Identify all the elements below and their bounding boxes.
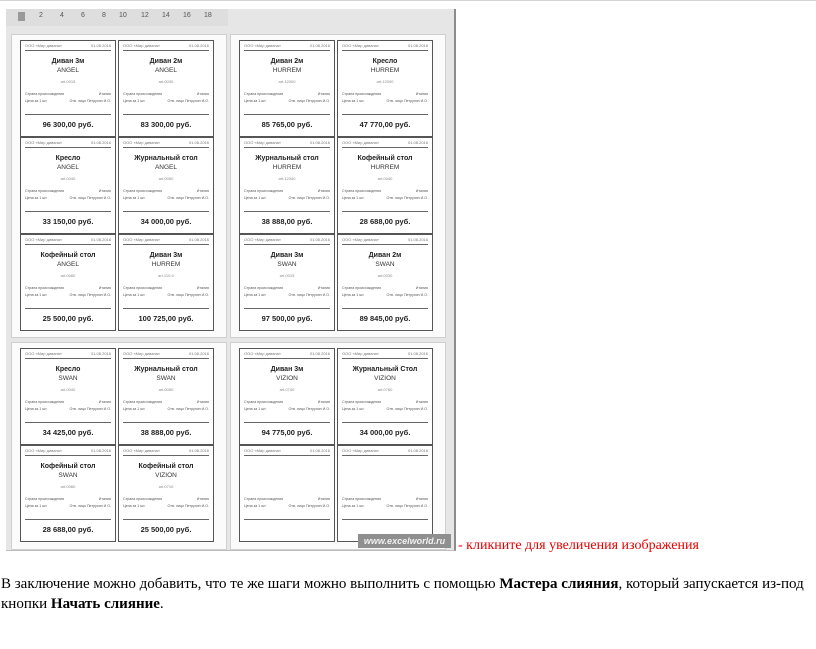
label-top-rule [244, 50, 330, 51]
label-price-rule [342, 211, 428, 212]
label-collection: ANGEL [56, 164, 80, 171]
label-date: 01.08.2016 [407, 237, 428, 242]
label-date: 01.08.2016 [309, 237, 330, 242]
label-date: 01.08.2016 [90, 140, 111, 145]
label-origin: Страна происхождения [342, 92, 382, 96]
label-price: 28 688,00 руб. [359, 217, 411, 226]
label-origin-value: Италия [415, 400, 428, 404]
label-collection: HURREM [370, 67, 400, 74]
label-seller: Отв. лицо Петрухин И.О. [69, 99, 111, 103]
enlarge-image-link[interactable]: - кликните для увеличения изображения [458, 538, 699, 553]
ruler-tick: 2 [39, 12, 43, 19]
label-product-name: Кофейный стол [40, 463, 96, 470]
label-page [11, 342, 227, 550]
label-top-rule [244, 147, 330, 148]
label-origin: Страна происхождения [342, 286, 382, 290]
label-store-name: ООО «Мир дивана» [342, 140, 380, 145]
label-article: art.0040 [377, 176, 393, 181]
price-label [20, 137, 116, 234]
label-top-rule [123, 50, 209, 51]
label-product-name: Диван 2м [368, 252, 402, 259]
label-top-rule [123, 147, 209, 148]
label-collection: SWAN [58, 472, 78, 479]
label-date: 01.08.2016 [90, 448, 111, 453]
label-top-rule [342, 244, 428, 245]
price-label [118, 348, 214, 445]
label-price: 25 500,00 руб. [42, 314, 94, 323]
label-seller: Отв. лицо Петрухин И.О. [69, 196, 111, 200]
label-store-name: ООО «Мир дивана» [244, 140, 282, 145]
label-top-rule [342, 455, 428, 456]
label-collection: VIZION [276, 375, 298, 382]
label-collection: ANGEL [56, 261, 80, 268]
label-page [230, 342, 446, 550]
label-unit: Цена за 1 шт. [123, 293, 146, 297]
label-top-rule [25, 244, 111, 245]
label-date: 01.08.2016 [407, 351, 428, 356]
label-price: 34 000,00 руб. [140, 217, 192, 226]
label-price-rule [25, 114, 111, 115]
price-label [20, 40, 116, 137]
label-price: 33 150,00 руб. [42, 217, 94, 226]
label-origin-value: Италия [196, 92, 209, 96]
label-origin-value: Италия [98, 497, 111, 501]
price-label [20, 348, 116, 445]
label-store-name: ООО «Мир дивана» [123, 43, 161, 48]
label-seller: Отв. лицо Петрухин И.О. [288, 293, 330, 297]
label-seller: Отв. лицо Петрухин И.О. [386, 99, 428, 103]
label-price-rule [123, 211, 209, 212]
label-unit: Цена за 1 шт. [244, 99, 267, 103]
label-product-name: Журнальный стол [134, 366, 198, 373]
label-origin-value: Италия [415, 286, 428, 290]
label-origin: Страна происхождения [342, 400, 382, 404]
label-product-name: Диван 2м [270, 58, 304, 65]
label-store-name: ООО «Мир дивана» [244, 237, 282, 242]
label-collection: ANGEL [154, 67, 178, 74]
label-product-name: Диван 3м [149, 252, 183, 259]
label-date: 01.08.2016 [309, 351, 330, 356]
label-price: 25 500,00 руб. [140, 525, 192, 534]
label-unit: Цена за 1 шт. [25, 99, 48, 103]
label-unit: Цена за 1 шт. [123, 196, 146, 200]
label-origin: Страна происхождения [244, 92, 284, 96]
label-product-name: Кресло [55, 366, 81, 373]
label-seller: Отв. лицо Петрухин И.О. [288, 504, 330, 508]
label-origin-value: Италия [98, 286, 111, 290]
price-label [239, 137, 335, 234]
label-unit: Цена за 1 шт. [244, 504, 267, 508]
label-origin-value: Италия [196, 400, 209, 404]
label-collection: SWAN [58, 375, 78, 382]
label-price-rule [244, 422, 330, 423]
label-article: art.0050 [158, 176, 174, 181]
label-store-name: ООО «Мир дивана» [342, 351, 380, 356]
label-store-name: ООО «Мир дивана» [244, 448, 282, 453]
label-price: 85 765,00 руб. [261, 120, 313, 129]
label-seller: Отв. лицо Петрухин И.О. [167, 407, 209, 411]
label-origin: Страна происхождения [25, 400, 65, 404]
label-origin: Страна происхождения [25, 286, 65, 290]
label-price-rule [244, 211, 330, 212]
label-seller: Отв. лицо Петрухин И.О. [288, 196, 330, 200]
label-store-name: ООО «Мир дивана» [123, 140, 161, 145]
label-article: art.12040 [278, 176, 296, 181]
label-top-rule [342, 147, 428, 148]
label-top-rule [342, 358, 428, 359]
label-seller: Отв. лицо Петрухин И.О. [69, 407, 111, 411]
label-top-rule [123, 455, 209, 456]
label-date: 01.08.2016 [90, 351, 111, 356]
label-store-name: ООО «Мир дивана» [342, 43, 380, 48]
label-page [230, 34, 446, 338]
label-price-rule [244, 308, 330, 309]
label-top-rule [25, 455, 111, 456]
label-top-rule [123, 358, 209, 359]
label-article: art.110-0 [158, 273, 174, 278]
label-store-name: ООО «Мир дивана» [25, 43, 63, 48]
label-date: 01.08.2016 [90, 43, 111, 48]
label-article: art.0060 [60, 484, 76, 489]
label-store-name: ООО «Мир дивана» [25, 140, 63, 145]
label-date: 01.08.2016 [188, 237, 209, 242]
label-seller: Отв. лицо Петрухин И.О. [69, 293, 111, 297]
label-article: art.0015 [60, 79, 76, 84]
label-product-name: Кофейный стол [138, 463, 194, 470]
label-collection: SWAN [156, 375, 176, 382]
label-price-rule [342, 519, 428, 520]
label-unit: Цена за 1 шт. [123, 504, 146, 508]
label-price-rule [342, 422, 428, 423]
label-collection: VIZION [155, 472, 177, 479]
paragraph-bold-text: Начать слияние [50, 596, 160, 612]
label-product-name: Журнальный Стол [352, 366, 418, 373]
label-seller: Отв. лицо Петрухин И.О. [69, 504, 111, 508]
label-origin: Страна происхождения [123, 92, 163, 96]
label-store-name: ООО «Мир дивана» [25, 237, 63, 242]
label-collection: HURREM [272, 67, 302, 74]
label-article: art.0015 [279, 273, 295, 278]
label-date: 01.08.2016 [188, 140, 209, 145]
label-origin: Страна происхождения [244, 189, 284, 193]
label-article: art.0710 [158, 484, 174, 489]
label-date: 01.08.2016 [309, 140, 330, 145]
label-collection: ANGEL [56, 67, 80, 74]
label-origin-value: Италия [196, 286, 209, 290]
label-origin: Страна происхождения [25, 92, 65, 96]
label-seller: Отв. лицо Петрухин И.О. [386, 293, 428, 297]
label-origin: Страна происхождения [25, 189, 65, 193]
label-seller: Отв. лицо Петрухин И.О. [167, 99, 209, 103]
label-origin-value: Италия [317, 189, 330, 193]
label-collection: SWAN [277, 261, 297, 268]
label-origin: Страна происхождения [25, 497, 65, 501]
label-collection: ANGEL [154, 164, 178, 171]
ruler-tick: 18 [204, 12, 212, 19]
label-product-name: Диван 3м [270, 252, 304, 259]
label-store-name: ООО «Мир дивана» [244, 351, 282, 356]
label-product-name: Кресло [55, 155, 81, 162]
label-date: 01.08.2016 [309, 448, 330, 453]
label-product-name: Диван 2м [149, 58, 183, 65]
label-collection: VIZION [374, 375, 396, 382]
label-store-name: ООО «Мир дивана» [244, 43, 282, 48]
label-product-name: Журнальный стол [134, 155, 198, 162]
label-article: art.0040 [60, 176, 76, 181]
price-label [118, 445, 214, 542]
price-label [337, 445, 433, 542]
label-price-rule [342, 114, 428, 115]
label-seller: Отв. лицо Петрухин И.О. [167, 504, 209, 508]
label-price-rule [123, 519, 209, 520]
label-store-name: ООО «Мир дивана» [25, 351, 63, 356]
label-article: art.0030 [158, 79, 174, 84]
top-divider [0, 0, 816, 1]
label-store-name: ООО «Мир дивана» [342, 448, 380, 453]
label-price-rule [25, 211, 111, 212]
label-price: 34 425,00 руб. [42, 428, 94, 437]
ruler-tick: 6 [81, 12, 85, 19]
label-date: 01.08.2016 [188, 43, 209, 48]
label-date: 01.08.2016 [309, 43, 330, 48]
label-origin-value: Италия [317, 92, 330, 96]
label-date: 01.08.2016 [407, 140, 428, 145]
label-article: art.12000 [278, 79, 296, 84]
ruler-tick: 12 [141, 12, 149, 19]
label-price: 83 300,00 руб. [140, 120, 192, 129]
label-seller: Отв. лицо Петрухин И.О. [288, 407, 330, 411]
label-store-name: ООО «Мир дивана» [123, 351, 161, 356]
label-price-rule [342, 308, 428, 309]
price-label [20, 234, 116, 331]
label-top-rule [244, 358, 330, 359]
label-store-name: ООО «Мир дивана» [123, 237, 161, 242]
label-price: 38 888,00 руб. [140, 428, 192, 437]
label-unit: Цена за 1 шт. [25, 407, 48, 411]
price-label [337, 137, 433, 234]
label-page [11, 34, 227, 338]
label-origin: Страна происхождения [342, 497, 382, 501]
watermark: www.excelworld.ru [358, 534, 451, 548]
label-origin-value: Италия [98, 400, 111, 404]
price-label [118, 40, 214, 137]
label-origin-value: Италия [317, 497, 330, 501]
label-price-rule [244, 519, 330, 520]
price-label [239, 40, 335, 137]
label-collection: SWAN [375, 261, 395, 268]
label-origin: Страна происхождения [123, 189, 163, 193]
label-unit: Цена за 1 шт. [25, 196, 48, 200]
label-top-rule [25, 358, 111, 359]
label-date: 01.08.2016 [407, 448, 428, 453]
label-top-rule [25, 147, 111, 148]
label-price-rule [25, 422, 111, 423]
label-seller: Отв. лицо Петрухин И.О. [386, 196, 428, 200]
label-seller: Отв. лицо Петрухин И.О. [167, 293, 209, 297]
label-product-name: Кофейный стол [357, 155, 413, 162]
label-seller: Отв. лицо Петрухин И.О. [386, 407, 428, 411]
label-date: 01.08.2016 [188, 351, 209, 356]
ruler-tick: 4 [60, 12, 64, 19]
label-unit: Цена за 1 шт. [123, 407, 146, 411]
label-unit: Цена за 1 шт. [342, 196, 365, 200]
label-collection: HURREM [272, 164, 302, 171]
label-unit: Цена за 1 шт. [342, 293, 365, 297]
body-paragraph [1, 574, 816, 614]
label-origin: Страна происхождения [123, 400, 163, 404]
label-origin-value: Италия [317, 400, 330, 404]
label-price-rule [25, 308, 111, 309]
label-price: 28 688,00 руб. [42, 525, 94, 534]
label-article: art.0030 [377, 273, 393, 278]
label-origin: Страна происхождения [244, 286, 284, 290]
ruler-indent-marker[interactable] [18, 12, 25, 21]
ruler-tick: 8 [102, 12, 106, 19]
label-price: 34 000,00 руб. [359, 428, 411, 437]
ruler-tick: 14 [162, 12, 170, 19]
label-origin-value: Италия [196, 189, 209, 193]
label-top-rule [342, 50, 428, 51]
label-store-name: ООО «Мир дивана» [25, 448, 63, 453]
label-price: 38 888,00 руб. [261, 217, 313, 226]
label-price: 47 770,00 руб. [359, 120, 411, 129]
label-origin-value: Италия [98, 92, 111, 96]
label-top-rule [244, 455, 330, 456]
price-label [239, 348, 335, 445]
label-origin-value: Италия [196, 497, 209, 501]
label-date: 01.08.2016 [188, 448, 209, 453]
label-unit: Цена за 1 шт. [244, 196, 267, 200]
label-product-name: Кресло [372, 58, 398, 65]
label-origin: Страна происхождения [123, 497, 163, 501]
label-unit: Цена за 1 шт. [342, 99, 365, 103]
label-unit: Цена за 1 шт. [25, 504, 48, 508]
label-product-name: Диван 3м [270, 366, 304, 373]
price-label [239, 234, 335, 331]
label-origin-value: Италия [317, 286, 330, 290]
label-store-name: ООО «Мир дивана» [123, 448, 161, 453]
paragraph-text: В заключение можно добавить, что те же шаги можно выполнить с помощью [1, 576, 500, 592]
price-label [118, 137, 214, 234]
label-origin: Страна происхождения [244, 497, 284, 501]
label-date: 01.08.2016 [407, 43, 428, 48]
label-price: 89 845,00 руб. [359, 314, 411, 323]
label-article: art.0050 [158, 387, 174, 392]
label-store-name: ООО «Мир дивана» [342, 237, 380, 242]
label-seller: Отв. лицо Петрухин И.О. [167, 196, 209, 200]
label-article: art.12000 [376, 79, 394, 84]
label-article: art.0740 [279, 387, 295, 392]
label-unit: Цена за 1 шт. [342, 504, 365, 508]
label-top-rule [123, 244, 209, 245]
price-label [118, 234, 214, 331]
label-unit: Цена за 1 шт. [25, 293, 48, 297]
label-unit: Цена за 1 шт. [123, 99, 146, 103]
label-price-rule [123, 114, 209, 115]
label-product-name: Диван 3м [51, 58, 85, 65]
label-date: 01.08.2016 [90, 237, 111, 242]
label-price-rule [25, 519, 111, 520]
label-unit: Цена за 1 шт. [342, 407, 365, 411]
label-price: 96 300,00 руб. [42, 120, 94, 129]
ruler [6, 9, 228, 26]
label-article: art.0060 [60, 273, 76, 278]
label-product-name: Кофейный стол [40, 252, 96, 259]
paragraph-text: . [159, 596, 164, 612]
label-origin: Страна происхождения [244, 400, 284, 404]
price-label [337, 234, 433, 331]
label-price-rule [244, 114, 330, 115]
price-label [239, 445, 335, 542]
label-seller: Отв. лицо Петрухин И.О. [288, 99, 330, 103]
label-origin-value: Италия [415, 497, 428, 501]
label-collection: HURREM [151, 261, 181, 268]
paragraph-bold-text: Мастера слияния [499, 576, 619, 592]
label-article: art.0760 [377, 387, 393, 392]
price-label [337, 348, 433, 445]
label-seller: Отв. лицо Петрухин И.О. [386, 504, 428, 508]
label-price: 97 500,00 руб. [261, 314, 313, 323]
label-unit: Цена за 1 шт. [244, 407, 267, 411]
label-price-rule [123, 308, 209, 309]
label-origin-value: Италия [415, 189, 428, 193]
label-origin: Страна происхождения [342, 189, 382, 193]
label-origin-value: Италия [415, 92, 428, 96]
label-top-rule [25, 50, 111, 51]
price-label [20, 445, 116, 542]
label-price-rule [123, 422, 209, 423]
label-origin: Страна происхождения [123, 286, 163, 290]
ruler-tick: 10 [119, 12, 127, 19]
label-top-rule [244, 244, 330, 245]
label-article: art.0040 [60, 387, 76, 392]
price-label [337, 40, 433, 137]
label-price: 100 725,00 руб. [138, 314, 194, 323]
label-price: 94 775,00 руб. [261, 428, 313, 437]
label-origin-value: Италия [98, 189, 111, 193]
label-collection: HURREM [370, 164, 400, 171]
label-product-name: Журнальный стол [255, 155, 319, 162]
label-unit: Цена за 1 шт. [244, 293, 267, 297]
paragraph-text: , который запускается из-под кнопки [1, 576, 804, 612]
ruler-tick: 16 [183, 12, 191, 19]
